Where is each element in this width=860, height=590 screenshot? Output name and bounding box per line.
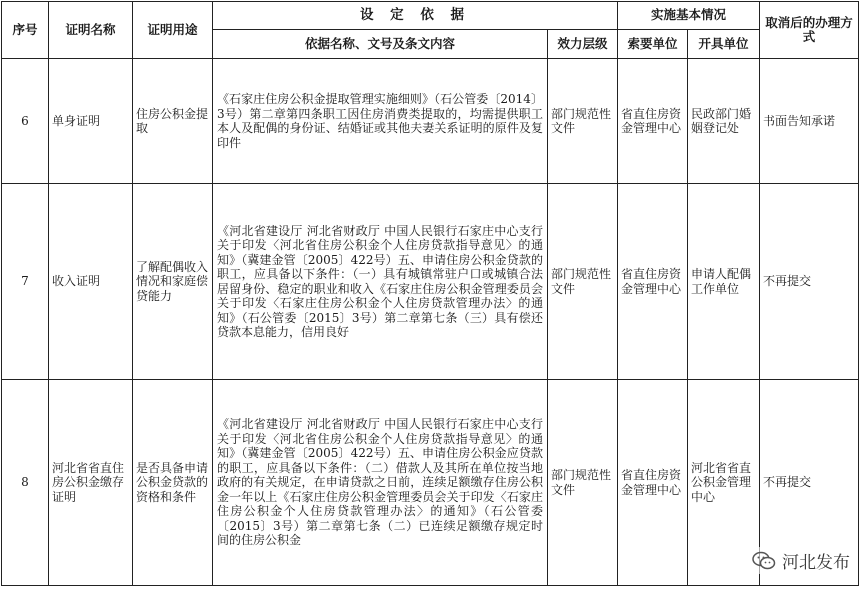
row-use: 住房公积金提取 [133, 59, 213, 184]
header-basis-content: 依据名称、文号及条文内容 [213, 30, 548, 59]
row-name: 收入证明 [49, 184, 133, 380]
row-level: 部门规范性文件 [548, 184, 618, 380]
table-row [2, 184, 859, 380]
row-issuer: 河北省省直公积金管理中心 [688, 380, 760, 586]
row-issuer: 民政部门婚姻登记处 [688, 59, 760, 184]
row-level: 部门规范性文件 [548, 380, 618, 586]
row-name: 河北省省直住房公积金缴存证明 [49, 380, 133, 586]
header-index: 序号 [2, 2, 49, 59]
certificate-table [1, 1, 859, 586]
watermark-text: 河北发布 [782, 553, 850, 573]
table-row [2, 59, 859, 184]
row-use: 了解配偶收入情况和家庭偿贷能力 [133, 184, 213, 380]
header-level: 效力层级 [548, 30, 618, 59]
header-after: 取消后的办理方式 [760, 2, 859, 59]
header-impl-group: 实施基本情况 [618, 2, 760, 30]
row-requester: 省直住房资金管理中心 [618, 59, 688, 184]
row-after: 不再提交 [760, 184, 859, 380]
row-basis: 《河北省建设厅 河北省财政厅 中国人民银行石家庄中心支行关于印发〈河北省住房公积金个人住房贷款指导意见〉的通知》（冀建金管〔2005〕422号）五、申请住房公积金贷款的职工，应具备以下条件：（一）具有城镇常驻户口或城镇合法居留身份、稳定的职业和收入《石家庄住房公积金管理委员会关于印发〈石家庄住房公积金个人住房贷款管理办法〉的通知》（石公管委〔2015〕3号）第二章第七条（三）具有偿还贷款本息能力，信用良好 [213, 184, 548, 380]
row-after: 书面告知承诺 [760, 59, 859, 184]
wechat-icon [752, 551, 776, 571]
row-index: 7 [2, 184, 49, 380]
row-index: 6 [2, 59, 49, 184]
table-row [2, 380, 859, 586]
header-name: 证明名称 [49, 2, 133, 59]
header-requester: 索要单位 [618, 30, 688, 59]
row-level: 部门规范性文件 [548, 59, 618, 184]
header-use: 证明用途 [133, 2, 213, 59]
row-basis: 《河北省建设厅 河北省财政厅 中国人民银行石家庄中心支行关于印发〈河北省住房公积金个人住房贷款指导意见〉的通知》（冀建金管〔2005〕422号）五、申请住房公积金应贷款的职工，应具备以下条件：（二）借款人及其所在单位按当地政府的有关规定，在申请贷款之日前，连续足额缴存住房公积金一年以上《石家庄住房公积金管理委员会关于印发〈石家庄住房公积金个人住房贷款管理办法〉的通知》（石公管委〔2015〕3号）第二章第七条（二）已连续足额缴存规定时间的住房公积金 [213, 380, 548, 586]
row-after: 不再提交 [760, 380, 859, 586]
row-requester: 省直住房资金管理中心 [618, 380, 688, 586]
watermark [748, 547, 854, 574]
header-issuer: 开具单位 [688, 30, 760, 59]
row-use: 是否具备申请公积金贷款的资格和条件 [133, 380, 213, 586]
row-requester: 省直住房资金管理中心 [618, 184, 688, 380]
row-issuer: 申请人配偶工作单位 [688, 184, 760, 380]
row-basis: 《石家庄住房公积金提取管理实施细则》（石公管委〔2014〕3号）第二章第四条职工因住房消费类提取的，均需提供职工本人及配偶的身份证、结婚证或其他夫妻关系证明的原件及复印件 [213, 59, 548, 184]
row-index: 8 [2, 380, 49, 586]
row-name: 单身证明 [49, 59, 133, 184]
header-basis-group: 设 定 依 据 [213, 2, 618, 30]
